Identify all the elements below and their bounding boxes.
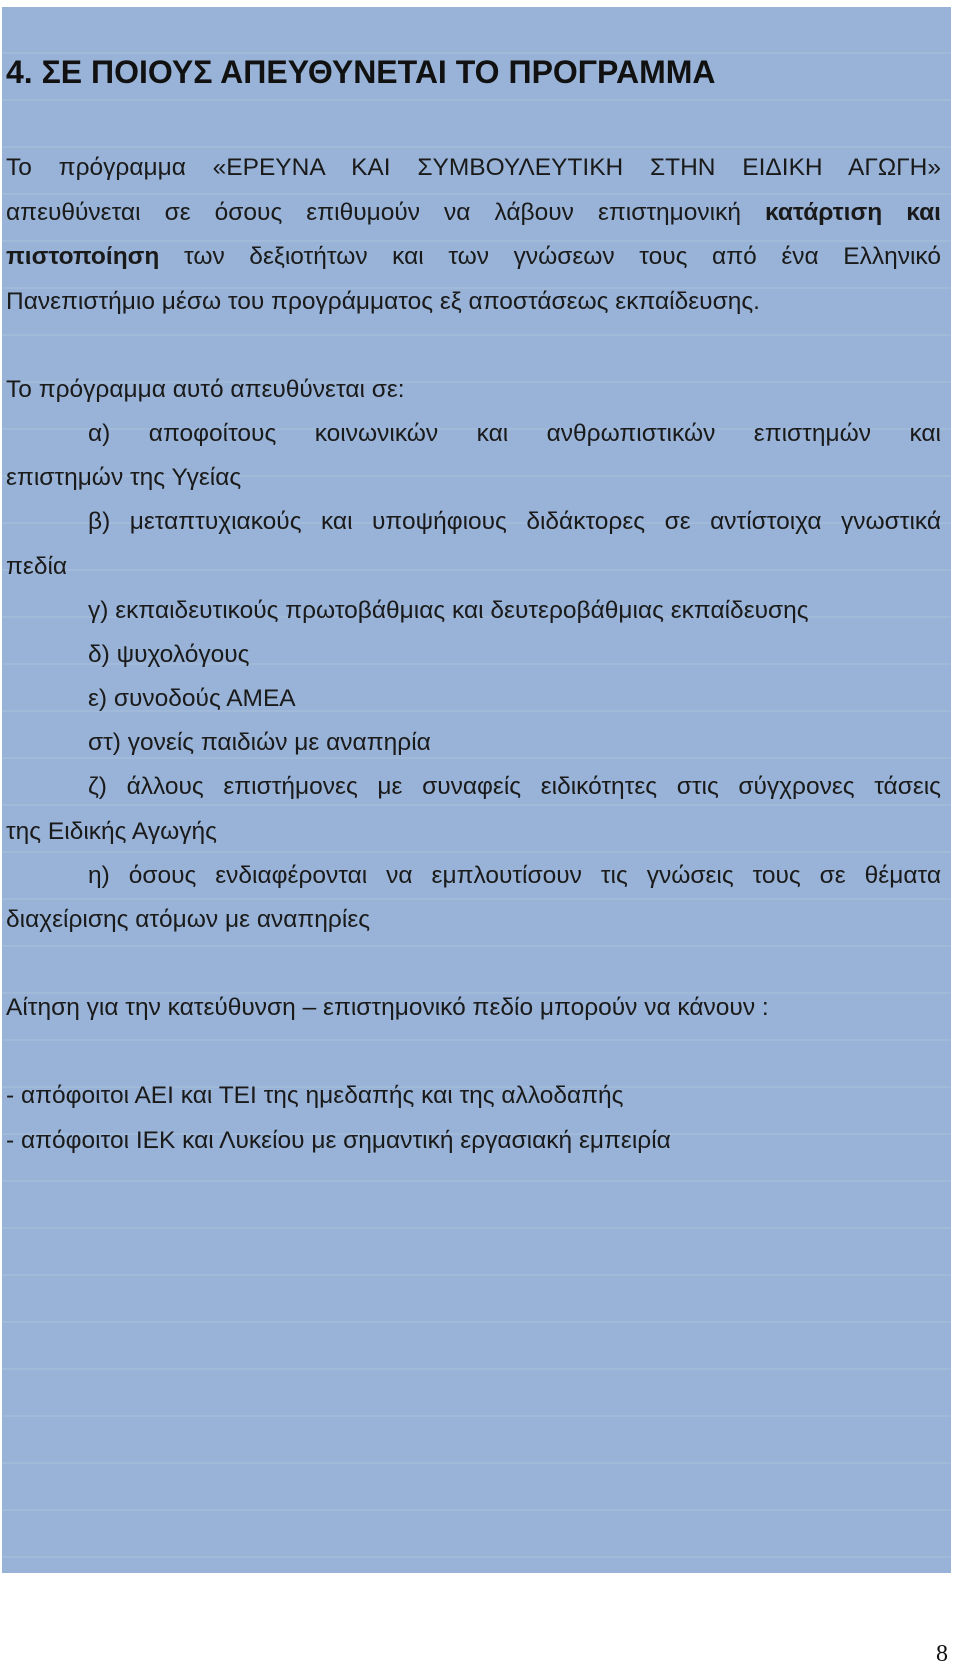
- page-number: 8: [936, 1641, 948, 1667]
- intro-line-4: Πανεπιστήμιο μέσω του προγράμματος εξ αποστάσεως εκπαίδευσης.: [6, 288, 760, 315]
- content-panel: [2, 7, 951, 1573]
- audience-item-h-line-1: η) όσους ενδιαφέρονται να εμπλουτίσουν τις γνώσεις τους σε θέματα: [88, 862, 941, 889]
- audience-item-st: στ) γονείς παιδιών με αναπηρία: [88, 729, 431, 756]
- intro-line-3: [6, 242, 941, 272]
- audience-item-d: δ) ψυχολόγους: [88, 641, 250, 668]
- application-lead: Αίτηση για την κατεύθυνση – επιστημονικό πεδίο μπορούν να κάνουν :: [6, 994, 769, 1021]
- intro-line-2: [6, 198, 941, 228]
- audience-item-z-line-1: ζ) άλλους επιστήμονες με συναφείς ειδικότητες στις σύγχρονες τάσεις: [88, 773, 941, 800]
- audience-item-c: γ) εκπαιδευτικούς πρωτοβάθμιας και δευτεροβάθμιας εκπαίδευσης: [88, 597, 809, 624]
- audience-lead: Το πρόγραμμα αυτό απευθύνεται σε:: [6, 376, 405, 403]
- audience-item-b-line-1: β) μεταπτυχιακούς και υποψήφιους διδάκτορες σε αντίστοιχα γνωστικά: [88, 508, 941, 535]
- audience-item-b-line-2: πεδία: [6, 553, 68, 580]
- application-item-2: - απόφοιτοι ΙΕΚ και Λυκείου με σημαντική εργασιακή εμπειρία: [6, 1127, 671, 1154]
- audience-item-a-line-2: επιστημών της Υγείας: [6, 464, 242, 491]
- audience-item-a-line-1: α) αποφοίτους κοινωνικών και ανθρωπιστικών επιστημών και: [88, 420, 941, 447]
- audience-item-z-line-2: της Ειδικής Αγωγής: [6, 818, 217, 845]
- intro-line-2-text: απευθύνεται σε όσους επιθυμούν να λάβουν επιστημονική: [6, 199, 766, 226]
- audience-item-h-line-2: διαχείρισης ατόμων με αναπηρίες: [6, 906, 371, 933]
- section-heading: 4. ΣΕ ΠΟΙΟΥΣ ΑΠΕΥΘΥΝΕΤΑΙ ΤΟ ΠΡΟΓΡΑΜΜΑ: [6, 54, 716, 90]
- intro-line-1: Το πρόγραμμα «ΕΡΕΥΝΑ ΚΑΙ ΣΥΜΒΟΥΛΕΥΤΙΚΗ ΣΤΗΝ ΕΙΔΙΚΗ ΑΓΩΓΗ»: [6, 154, 941, 181]
- audience-item-e: ε) συνοδούς ΑΜΕΑ: [88, 685, 296, 712]
- intro-line-3-text: των δεξιοτήτων και των γνώσεων τους από ένα Ελληνικό: [159, 243, 941, 270]
- intro-bold-training: κατάρτιση και: [765, 199, 941, 226]
- application-item-1: - απόφοιτοι ΑΕΙ και ΤΕΙ της ημεδαπής και της αλλοδαπής: [6, 1082, 624, 1109]
- intro-bold-certification: πιστοποίηση: [6, 243, 160, 270]
